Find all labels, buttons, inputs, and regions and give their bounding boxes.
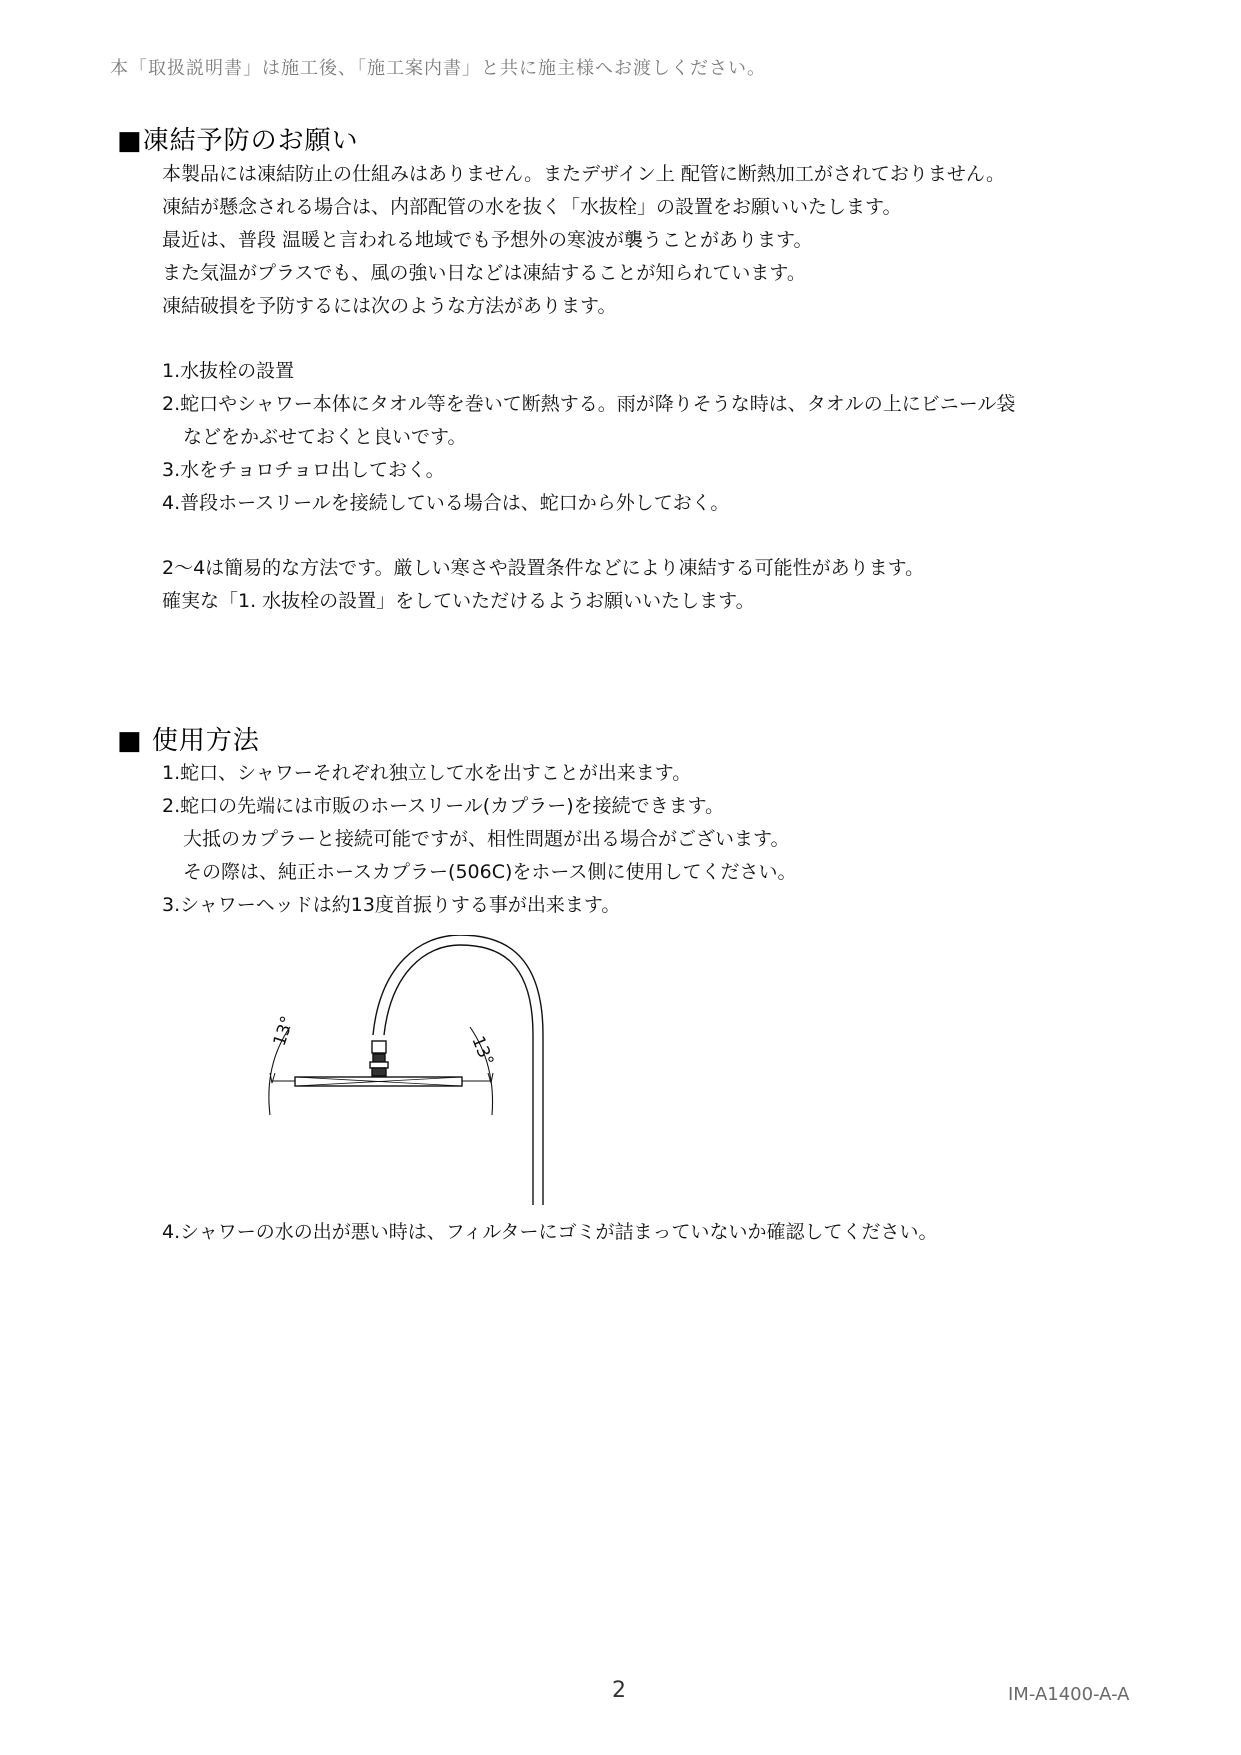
usage-item: 3.シャワーヘッドは約13度首振りする事が出来ます。 [162,894,621,916]
shower-pipe-outer [373,935,543,1205]
usage-item-continuation: 大抵のカプラーと接続可能ですが、相性問題が出る場合がございます。 [183,828,790,850]
measure-item: 3.水をチョロチョロ出しておく。 [162,459,445,481]
shower-head-swivel-diagram [260,935,560,1215]
angle-label-right: 13° [467,1033,498,1069]
intro-line: 凍結破損を予防するには次のような方法があります。 [162,295,617,317]
shower-pipe-inner [384,945,533,1205]
measure-item: 1.水抜栓の設置 [162,360,295,382]
measure-item: 4.普段ホースリールを接続している場合は、蛇口から外しておく。 [162,492,730,514]
summary-line: 2～4は簡易的な方法です。厳しい寒さや設置条件などにより凍結する可能性があります。 [162,557,925,579]
usage-item-continuation: その際は、純正ホースカプラー(506C)をホース側に使用してください。 [183,861,797,883]
shower-neck-joint [372,1041,386,1053]
measure-item-continuation: などをかぶせておくと良いです。 [183,426,467,448]
shower-neck-joint [373,1054,385,1062]
intro-line: 凍結が懸念される場合は、内部配管の水を抜く「水抜栓」の設置をお願いいたします。 [162,196,902,218]
intro-line: 最近は、普段 温暖と言われる地域でも予想外の寒波が襲うことがあります。 [162,229,813,251]
document-id: IM-A1400-A-A [1008,1684,1130,1705]
intro-line: また気温がプラスでも、風の強い日などは凍結することが知られています。 [162,262,806,284]
section-title-usage: ■ 使用方法 [117,726,260,756]
section-title-freeze-prevention: ■凍結予防のお願い [117,126,359,156]
header-note: 本「取扱説明書」は施工後、「施工案内書」と共に施主様へお渡しください。 [110,58,766,79]
usage-item: 1.蛇口、シャワーそれぞれ独立して水を出すことが出来ます。 [162,762,692,784]
freeze-measures-list [162,355,1015,520]
intro-line: 本製品には凍結防止の仕組みはありません。またデザイン上 配管に断熱加工がされておりません。 [162,163,1005,185]
summary-line: 確実な「1. 水抜栓の設置」をしていただけるようお願いいたします。 [162,590,755,612]
page-number: 2 [612,1678,626,1703]
freeze-summary-paragraph [162,552,924,618]
usage-item: 4.シャワーの水の出が悪い時は、フィルターにゴミが詰まっていないか確認してください。 [162,1221,938,1243]
arrowhead-icon [270,1073,275,1083]
freeze-intro-paragraph [162,158,1005,323]
usage-item-4 [162,1216,937,1249]
usage-list [162,757,796,922]
measure-item: 2.蛇口やシャワー本体にタオル等を巻いて断熱する。雨が降りそうな時は、タオルの上にビニール袋 [162,393,1016,415]
shower-neck-joint [370,1062,388,1068]
angle-label-left: 13° [269,1013,299,1049]
usage-item: 2.蛇口の先端には市販のホースリール(カプラー)を接続できます。 [162,795,725,817]
shower-neck-joint [372,1068,386,1076]
